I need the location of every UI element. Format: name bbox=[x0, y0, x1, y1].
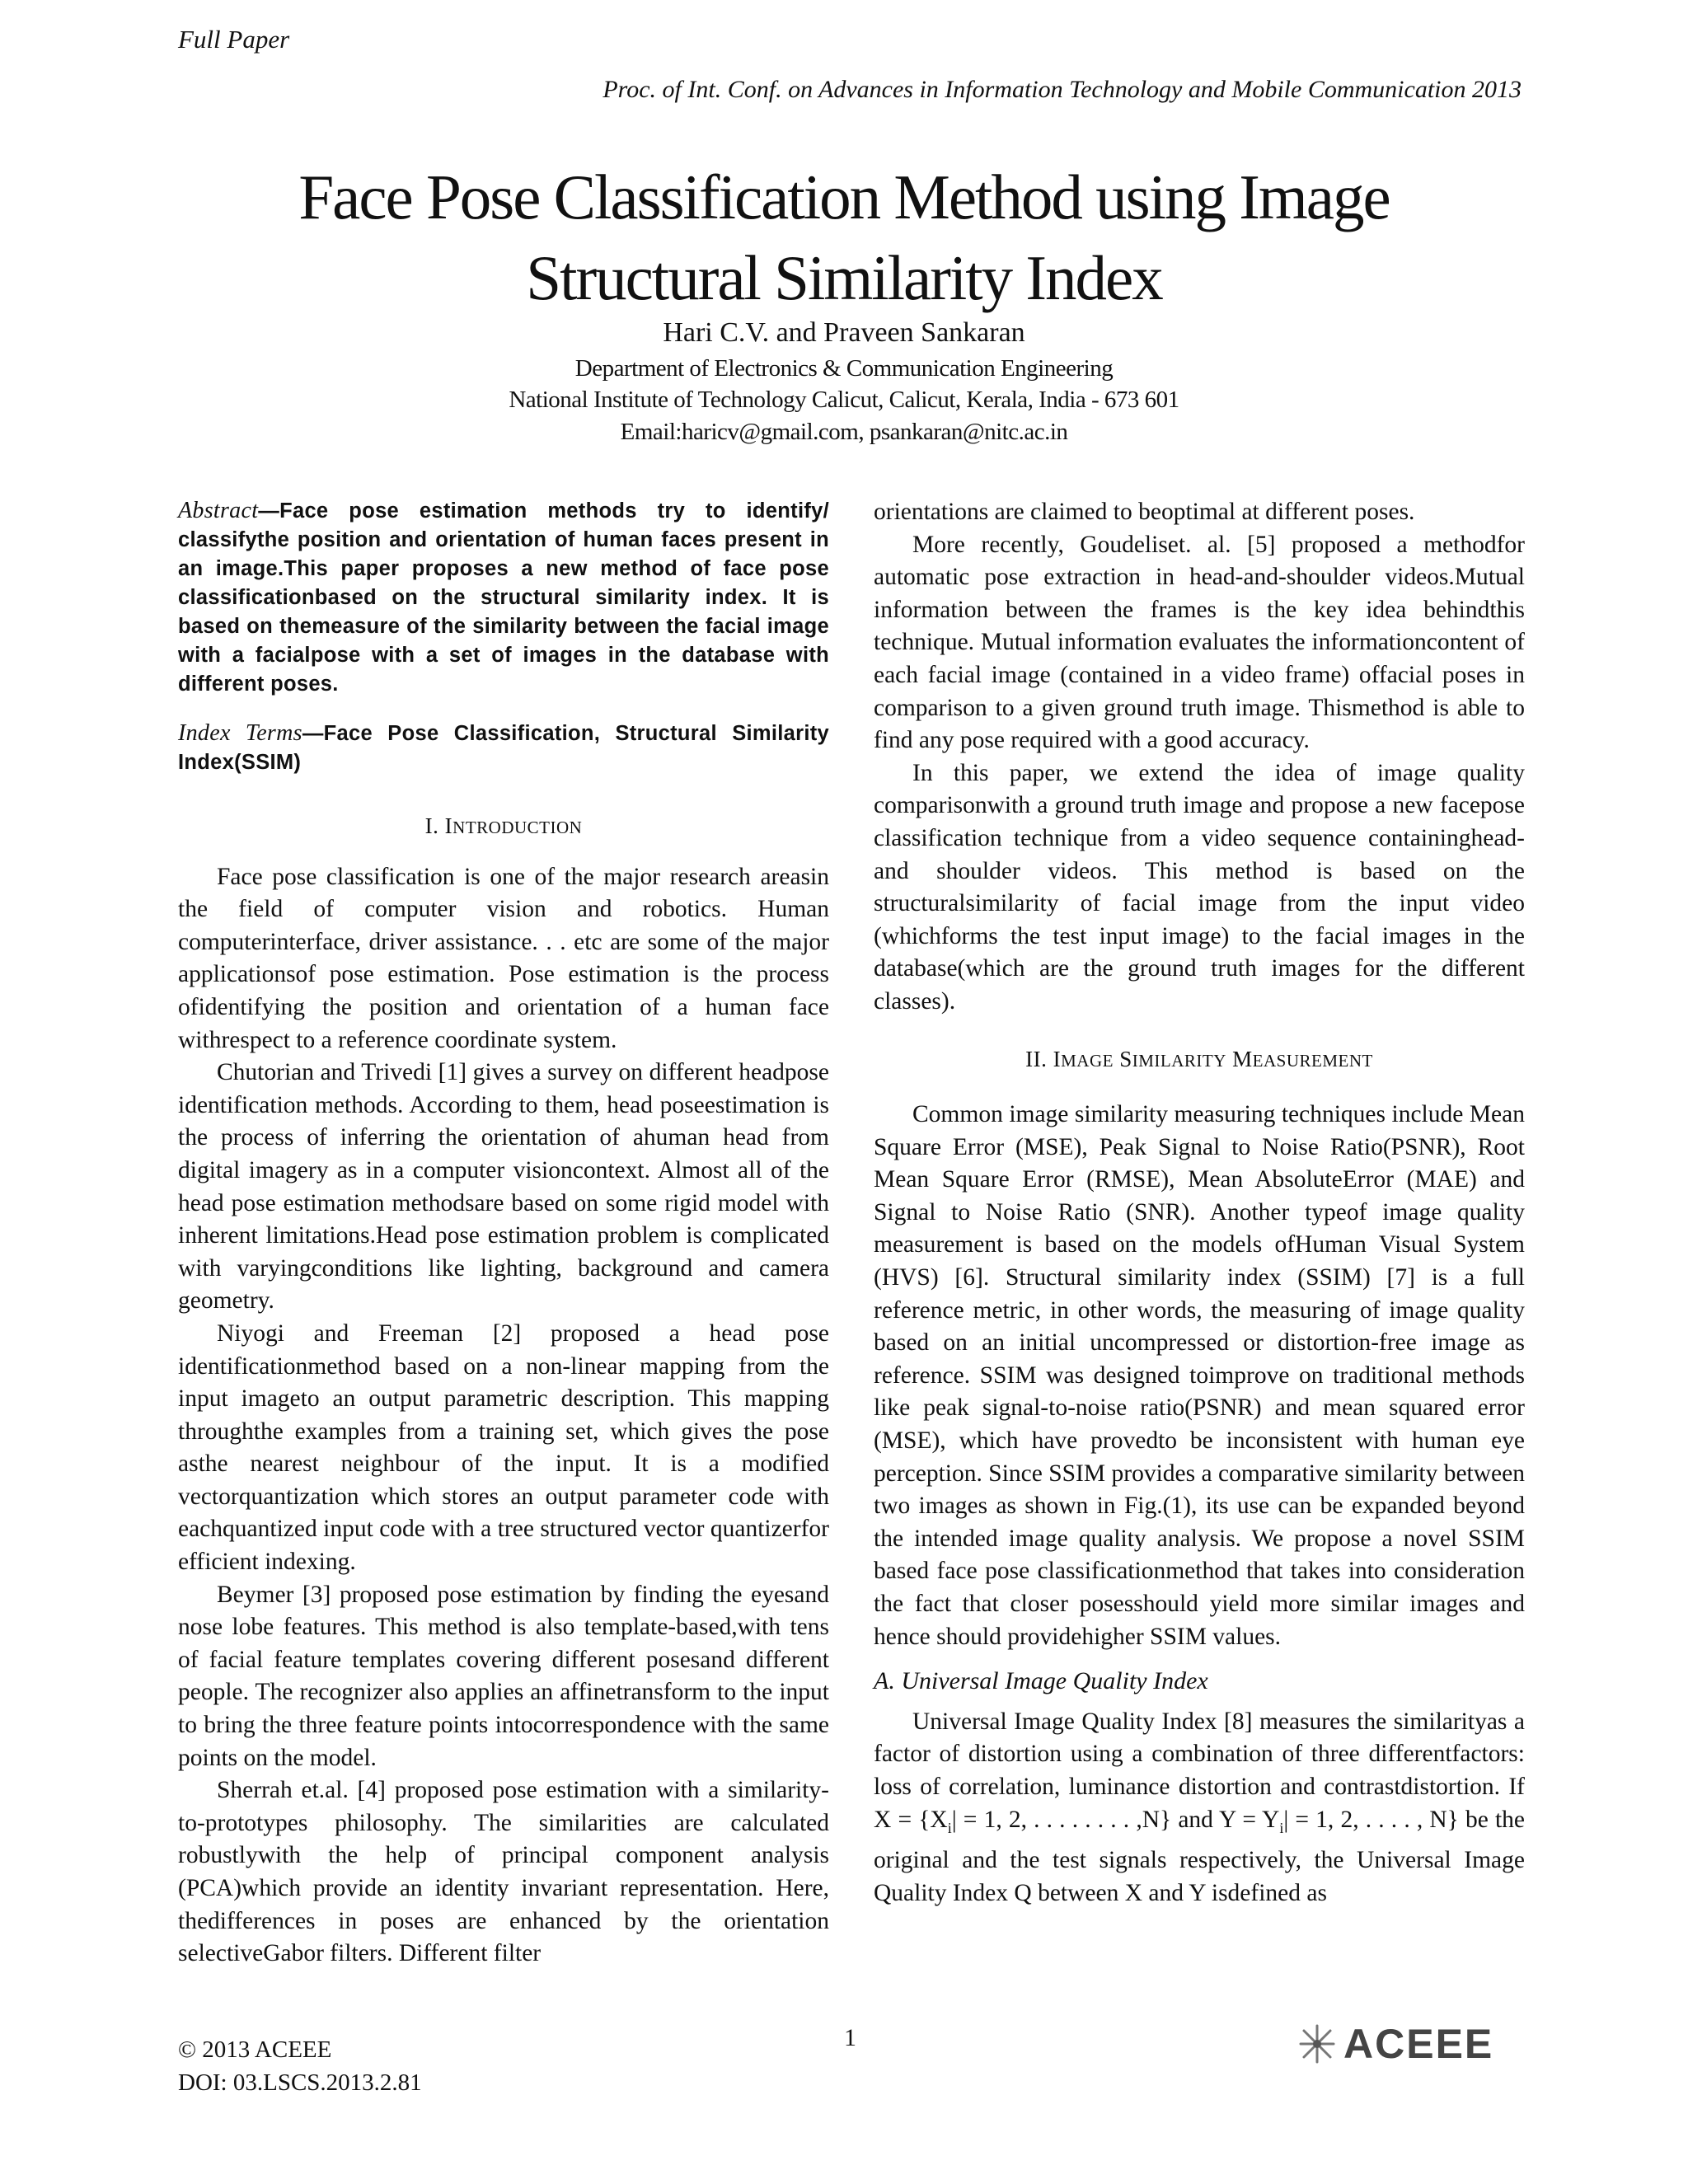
word-rest: MAGE bbox=[1061, 1050, 1114, 1071]
abstract-text: —Face pose estimation methods try to identify/ classifythe position and orientation of human faces present in an image.This paper proposes a new method of face pose classificationbased on the structural similarity index. It is based on themeasure of the similarity between the facial image with a facialpose with a set of images in the database with different poses. bbox=[178, 499, 829, 696]
intro-paragraph-2: Chutorian and Trivedi [1] gives a survey on different headpose identification methods. According to them, head poseestimation is the process of inferring the orientation of ahuman head from digital imagery as in a computer visioncontext. Almost all of the head pose estimation methodsare based on some rigid model with inherent limitations.Head pose estimation problem is complicated with varyingconditions like lighting, background and camera geometry. bbox=[178, 1059, 829, 1315]
word-rest: IMILARITY bbox=[1132, 1050, 1226, 1071]
paper-title bbox=[165, 157, 1523, 318]
title-line-1: Face Pose Classification Method using Image bbox=[298, 162, 1390, 232]
intro-paragraph-4: Beymer [3] proposed pose estimation by finding the eyesand nose lobe features. This method is also template-based,with tens of facial feature templates covering different posesand different people. The recognizer also applies an affinetransform to the input to bring the three feature points intocorrespondence with the same points on the model. bbox=[178, 1581, 829, 1771]
uiqi-paragraph bbox=[874, 1706, 1525, 1910]
left-column bbox=[178, 496, 829, 1971]
index-terms-text: —Face Pose Classification, Structural Similarity Index(SSIM) bbox=[178, 722, 829, 774]
index-terms bbox=[178, 719, 829, 777]
email: Email:haricv@gmail.com, psankaran@nitc.ac.in bbox=[620, 419, 1068, 445]
section-first-letter: I bbox=[444, 813, 453, 838]
abstract-label: Abstract bbox=[178, 498, 259, 523]
aceee-logo bbox=[1294, 2021, 1493, 2067]
section-heading-introduction bbox=[178, 810, 829, 845]
intro-paragraph-1: Face pose classification is one of the major research areasin the field of computer vision and robotics. Human computerinterface, driver assistance. . . etc are some of the major applicationsof pose estimation. Pose estimation is the process ofidentifying the position and orientation of a human face withrespect to a reference coordinate system. bbox=[178, 863, 829, 1053]
department: Department of Electronics & Communication Engineering bbox=[574, 355, 1114, 382]
right-paragraph-2: In this paper, we extend the idea of image quality comparisonwith a ground truth image and propose a new facepose classification technique from a video sequence containinghead-and shoulder videos. This method is based on the structuralsimilarity of facial image from the input video (whichforms the test input image) to the facial images in the database(which are the ground truth images for the different classes). bbox=[874, 759, 1525, 1015]
uiqi-text-3: | = 1, 2, . . . . , N} be the original and the test signals respectively, the Universal Image Quality Index Q between X and Y isdefined as bbox=[874, 1806, 1526, 1906]
word-first-letter: S bbox=[1119, 1046, 1132, 1071]
proceedings-header: Proc. of Int. Conf. on Advances in Information Technology and Mobile Communication 2013 bbox=[603, 76, 1522, 103]
abstract bbox=[178, 496, 829, 699]
right-paragraph-1: More recently, Goudeliset. al. [5] proposed a methodfor automatic pose extraction in head-and-shoulder videos.Mutual information between the frames is the key idea behindthis technique. Mutual information evaluates the informationcontent of each facial image (contained in a video frame) offacial poses in comparison to a given ground truth image. Thismethod is able to find any pose required with a good accuracy. bbox=[874, 531, 1525, 754]
index-terms-label: Index Terms bbox=[178, 720, 302, 746]
intro-paragraph-5: Sherrah et.al. [4] proposed pose estimation with a similarity-to-prototypes philosophy. The similarities are calculated robustlywith the help of principal component analysis (PCA)which provide an identity invariant representation. Here, thedifferences in poses are enhanced by the orientation selectiveGabor filters. Different filter bbox=[178, 1777, 829, 1967]
word-first-letter: M bbox=[1232, 1046, 1253, 1071]
uiqi-text-1: Universal Image Quality Index [8] measures the similarityas a factor of distortion using a combination of three differentfactors: loss of correlation, luminance distortion and contrastdistortion. If X = {X bbox=[874, 1708, 1525, 1833]
subscript-i: i bbox=[1279, 1819, 1284, 1836]
intro-paragraph-3: Niyogi and Freeman [2] proposed a head pose identificationmethod based on a non-linear mapping from the input imageto an output parametric description. This mapping throughthe examples from a training set, which gives the pose asthe nearest neighbour of the input. It is a modified vectorquantization which stores an output parameter code with eachquantized input code with a tree structured vector quantizerfor efficient indexing. bbox=[178, 1319, 829, 1576]
word-rest: EASUREMENT bbox=[1252, 1050, 1373, 1071]
section-numeral: II. bbox=[1025, 1046, 1053, 1071]
logo-text: ACEEE bbox=[1343, 2021, 1494, 2067]
section-numeral: I. bbox=[424, 813, 445, 838]
word-first-letter: I bbox=[1053, 1046, 1062, 1071]
aceee-star-icon bbox=[1294, 2021, 1340, 2067]
subscript-i: i bbox=[947, 1819, 952, 1836]
similarity-paragraph: Common image similarity measuring techniques include Mean Square Error (MSE), Peak Signal to Noise Ratio(PSNR), Root Mean Square Error (RMSE), Mean AbsoluteError (MAE) and Signal to Noise Ratio (SNR). Another typeof image quality measurement is based on the models ofHuman Visual System (HVS) [6]. Structural similarity index (SSIM) [7] is a full reference metric, in other words, the measuring of image quality based on an initial uncompressed or distortion-free image as reference. SSIM was designed toimprove on traditional methods like peak signal-to-noise ratio(PSNR) and mean squared error (MSE), which have provedto be inconsistent with human eye perception. Since SSIM provides a comparative similarity between two images as shown in Fig.(1), its use can be expanded beyond the intended image quality analysis. We propose a novel SSIM based face pose classificationmethod that takes into consideration the fact that closer posesshould yield more similar images and hence should providehigher SSIM values. bbox=[874, 1101, 1525, 1650]
footer-left bbox=[178, 2033, 422, 2099]
paper-type-label: Full Paper bbox=[178, 25, 290, 54]
section-rest: NTRODUCTION bbox=[452, 818, 583, 837]
continuation-text: orientations are claimed to beoptimal at different poses. bbox=[874, 499, 1415, 525]
section-heading-image-similarity bbox=[874, 1043, 1525, 1078]
institute: National Institute of Technology Calicut, Calicut, Kerala, India - 673 601 bbox=[509, 387, 1179, 413]
uiqi-text-2: | = 1, 2, . . . . . . . . ,N} and Y = Y bbox=[951, 1806, 1280, 1833]
copyright: © 2013 ACEEE bbox=[178, 2036, 332, 2063]
subsection-heading-uiqi: A. Universal Image Quality Index bbox=[874, 1667, 1208, 1695]
title-line-2: Structural Similarity Index bbox=[526, 242, 1162, 313]
doi: DOI: 03.LSCS.2013.2.81 bbox=[178, 2069, 422, 2096]
right-column bbox=[874, 496, 1525, 1910]
page-number: 1 bbox=[844, 2024, 856, 2051]
authors: Hari C.V. and Praveen Sankaran bbox=[663, 317, 1025, 348]
